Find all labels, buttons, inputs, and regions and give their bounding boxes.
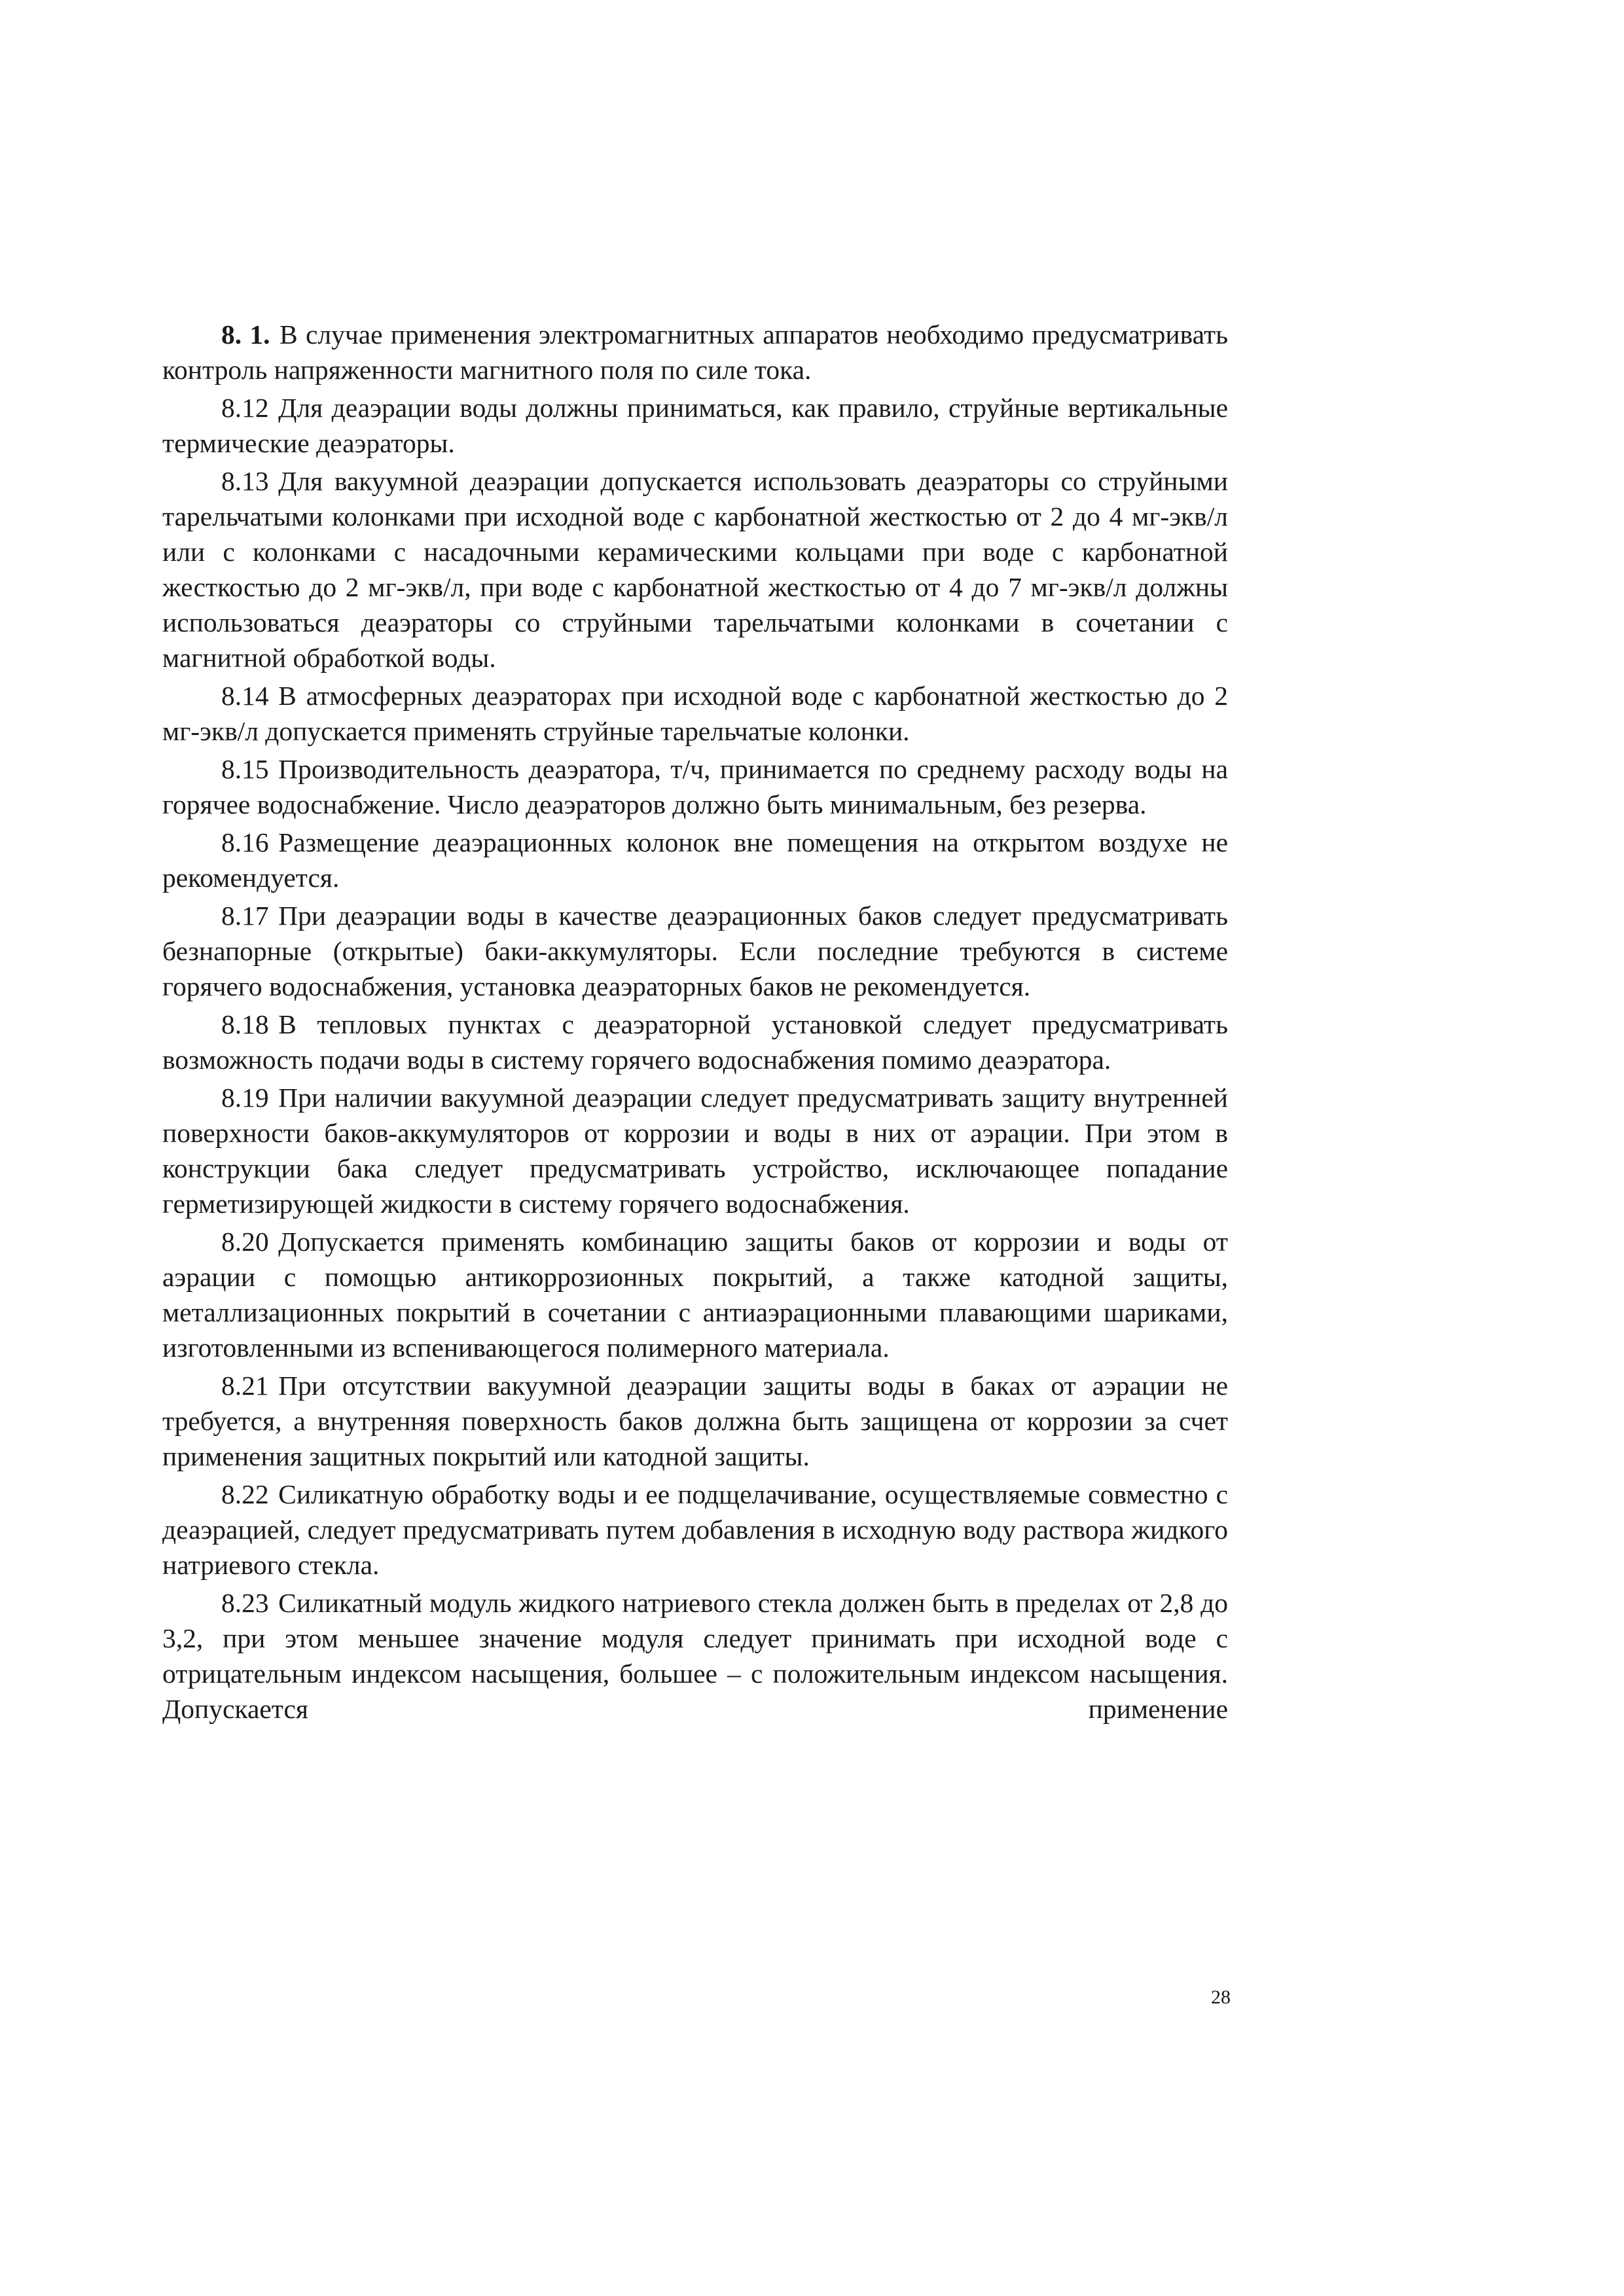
paragraph-number: 8.16 (221, 827, 269, 857)
paragraph-number: 8.14 (221, 681, 269, 711)
paragraph-text: Производительность деаэратора, т/ч, принимается по среднему расходу воды на горячее водоснабжение. Число деаэраторов должно быть минимальным, без резерва. (162, 754, 1228, 819)
paragraph-8-1 (162, 317, 1228, 387)
paragraph-text: Для деаэрации воды должны приниматься, как правило, струйные вертикальные термические деаэраторы. (162, 393, 1228, 458)
paragraph-text: При отсутствии вакуумной деаэрации защиты воды в баках от аэрации не требуется, а внутренняя поверхность баков должна быть защищена от коррозии за счет применения защитных покрытий или катодной защиты. (162, 1371, 1228, 1471)
paragraph-text: Для вакуумной деаэрации допускается использовать деаэраторы со струйными тарельчатыми колонками при исходной воде с карбонатной жесткостью от 2 до 4 мг-экв/л или с колонками с насадочными керамическими кольцами при воде с карбонатной жесткостью до 2 мг-экв/л, при воде с карбонатной жесткостью от 4 до 7 мг-экв/л должны использоваться деаэраторы со струйными тарельчатыми колонками в сочетании с магнитной обработкой воды. (162, 466, 1228, 673)
paragraph-number: 8.23 (221, 1588, 269, 1618)
paragraph-8-13 (162, 463, 1228, 675)
paragraph-text: Силикатную обработку воды и ее подщелачивание, осуществляемые совместно с деаэрацией, следует предусматривать путем добавления в исходную воду раствора жидкого натриевого стекла. (162, 1479, 1228, 1580)
paragraph-8-18 (162, 1007, 1228, 1077)
paragraph-text: Размещение деаэрационных колонок вне помещения на открытом воздухе не рекомендуется. (162, 827, 1228, 893)
document-body (162, 317, 1228, 1729)
paragraph-8-14 (162, 678, 1228, 749)
paragraph-number: 8.13 (221, 466, 269, 496)
paragraph-number: 8.17 (221, 901, 269, 931)
paragraph-text: В тепловых пунктах с деаэраторной установкой следует предусматривать возможность подачи воды в систему горячего водоснабжения помимо деаэратора. (162, 1009, 1228, 1075)
paragraph-8-23 (162, 1585, 1228, 1727)
paragraph-8-17 (162, 898, 1228, 1004)
paragraph-8-12 (162, 390, 1228, 461)
paragraph-8-16 (162, 825, 1228, 895)
paragraph-number: 8.12 (221, 393, 269, 423)
paragraph-text: В атмосферных деаэраторах при исходной воде с карбонатной жесткостью до 2 мг-экв/л допускается применять струйные тарельчатые колонки. (162, 681, 1228, 746)
paragraph-number: 8.18 (221, 1009, 269, 1039)
paragraph-text: В случае применения электромагнитных аппаратов необходимо предусматривать контроль напряженности магнитного поля по силе тока. (162, 319, 1229, 385)
paragraph-number: 8.19 (221, 1083, 269, 1113)
paragraph-text: Силикатный модуль жидкого натриевого стекла должен быть в пределах от 2,8 до 3,2, при этом меньшее значение модуля следует принимать при исходной воде с отрицательным индексом насыщения, большее – с положительным индексом насыщения. Допускается применение (162, 1588, 1228, 1724)
paragraph-8-19 (162, 1080, 1228, 1221)
paragraph-text: При наличии вакуумной деаэрации следует предусматривать защиту внутренней поверхности баков-аккумуляторов от коррозии и воды в них от аэрации. При этом в конструкции бака следует предусматривать устройство, исключающее попадание герметизирующей жидкости в систему горячего водоснабжения. (162, 1083, 1228, 1219)
paragraph-number: 8.21 (221, 1371, 269, 1401)
paragraph-8-22 (162, 1477, 1228, 1583)
paragraph-8-20 (162, 1224, 1228, 1365)
paragraph-8-15 (162, 751, 1228, 822)
paragraph-number: 8.22 (221, 1479, 269, 1509)
paragraph-number: 8.20 (221, 1227, 269, 1257)
paragraph-text: Допускается применять комбинацию защиты баков от коррозии и воды от аэрации с помощью антикоррозионных покрытий, а также катодной защиты, металлизационных покрытий в сочетании с антиаэрационными плавающими шариками, изготовленными из вспенивающегося полимерного материала. (162, 1227, 1228, 1363)
page-number: 28 (1211, 1986, 1231, 2008)
paragraph-8-21 (162, 1368, 1228, 1474)
paragraph-number: 8. 1. (221, 319, 270, 350)
paragraph-text: При деаэрации воды в качестве деаэрационных баков следует предусматривать безнапорные (открытые) баки-аккумуляторы. Если последние требуются в системе горячего водоснабжения, установка деаэраторных баков не рекомендуется. (162, 901, 1228, 1001)
paragraph-number: 8.15 (221, 754, 269, 784)
